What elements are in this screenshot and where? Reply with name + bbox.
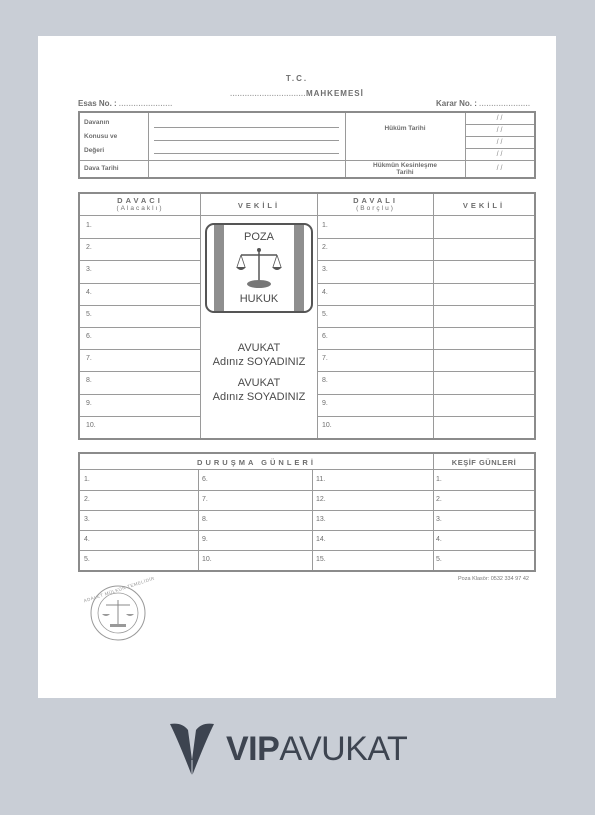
hearing-col4-row-3: 3. — [436, 516, 442, 523]
hearing-col3-row-3: 13. — [316, 516, 326, 523]
parties-box — [78, 192, 536, 440]
hearing-col3-row-4: 14. — [316, 536, 326, 543]
hearing-col4-row-4: 4. — [436, 536, 442, 543]
davali-row-5: 5. — [322, 310, 328, 318]
davaci-row-1: 1. — [86, 222, 92, 229]
hearing-col1-row-1: 1. — [84, 476, 90, 483]
brand-wordmark: VIPAVUKAT — [226, 730, 408, 768]
seal-text: ADALET MÜLKÜN TEMELİDİR — [83, 575, 156, 604]
avukat-1: AVUKAT — [237, 342, 281, 354]
davaci-row-3: 3. — [86, 266, 92, 274]
lawyer-stamp — [201, 216, 317, 438]
davaci-row-7: 7. — [86, 355, 92, 363]
hearing-col2-row-5: 10. — [202, 556, 212, 563]
kesinlesme-label: Hükmün Kesinleşme Tarihi — [373, 162, 437, 176]
degeri-label: Değeri — [84, 147, 105, 154]
davaci-row-10: 10. — [86, 421, 96, 429]
esas-no: Esas No. : ...................... — [78, 99, 173, 108]
davaci-row-8: 8. — [86, 377, 92, 385]
hearing-col2-row-4: 9. — [202, 536, 208, 543]
vekili2-header: VEKİLİ — [462, 201, 506, 210]
poza-text: POZA — [244, 231, 274, 243]
hearing-col1-row-5: 5. — [84, 556, 90, 563]
hearings-box — [78, 452, 536, 572]
davanin-label: Davanın — [84, 119, 110, 126]
hearing-col3-row-1: 11. — [316, 476, 326, 483]
davali-row-8: 8. — [322, 377, 328, 385]
davali-row-2: 2. — [322, 244, 328, 252]
davaci-header: DAVACI (Alacaklı) — [116, 196, 164, 212]
hearing-col4-row-2: 2. — [436, 496, 442, 503]
hearing-col2-row-1: 6. — [202, 476, 208, 483]
hearing-col4-row-1: 1. — [436, 476, 442, 483]
davali-row-4: 4. — [322, 288, 328, 296]
dava-tarihi-label: Dava Tarihi — [84, 165, 119, 172]
hearing-col3-row-2: 12. — [316, 496, 326, 503]
davaci-row-2: 2. — [86, 244, 92, 252]
hearing-col4-row-5: 5. — [436, 556, 442, 563]
hukuk-text: HUKUK — [239, 293, 279, 305]
hearing-col1-row-3: 3. — [84, 516, 90, 523]
davali-header: DAVALI (Borçlu) — [353, 196, 398, 212]
avukat-2: AVUKAT — [237, 377, 281, 389]
hearing-col1-row-2: 2. — [84, 496, 90, 503]
davali-row-7: 7. — [322, 355, 328, 363]
poza-logo — [205, 223, 313, 313]
vekili-header: VEKİLİ — [237, 201, 281, 210]
durusma-title: DURUŞMA GÜNLERİ — [197, 458, 316, 467]
davali-row-1: 1. — [322, 222, 328, 229]
hearing-col2-row-3: 8. — [202, 516, 208, 523]
konusu-label: Konusu ve — [84, 133, 118, 140]
davaci-row-9: 9. — [86, 399, 92, 407]
document-sheet — [38, 36, 556, 698]
davaci-row-6: 6. — [86, 333, 92, 340]
poza-klasor-note: Poza Klasör: 0532 334 97 42 — [458, 576, 529, 582]
hearing-col1-row-4: 4. — [84, 536, 90, 543]
davali-row-10: 10. — [322, 421, 332, 429]
lawyer-name-2: Adınız SOYADINIZ — [212, 391, 306, 403]
scales-icon — [235, 247, 283, 289]
davali-row-3: 3. — [322, 266, 328, 274]
lawyer-name-1: Adınız SOYADINIZ — [212, 356, 306, 368]
davaci-row-4: 4. — [86, 288, 92, 296]
hukum-tarihi-label: Hüküm Tarihi — [384, 125, 426, 132]
tc-title: T.C. — [285, 74, 309, 83]
davali-row-6: 6. — [322, 333, 328, 340]
davali-row-9: 9. — [322, 399, 328, 407]
kesif-title: KEŞİF GÜNLERİ — [451, 458, 517, 467]
case-info-box: Davanın Konusu ve Değeri Dava Tarihi Hüküm Tarihi Hükmün Kesinleşme Tarihi / / / / / / / / / / — [78, 111, 536, 179]
vip-avukat-logo-icon — [168, 720, 216, 778]
karar-no: Karar No. : ..................... — [436, 99, 531, 108]
hearing-col2-row-2: 7. — [202, 496, 208, 503]
justice-seal-icon — [70, 584, 166, 642]
mahkemesi-title: ...............................MAHKEMESİ — [230, 89, 364, 98]
davaci-row-5: 5. — [86, 310, 92, 318]
hearing-col3-row-5: 15. — [316, 556, 326, 563]
